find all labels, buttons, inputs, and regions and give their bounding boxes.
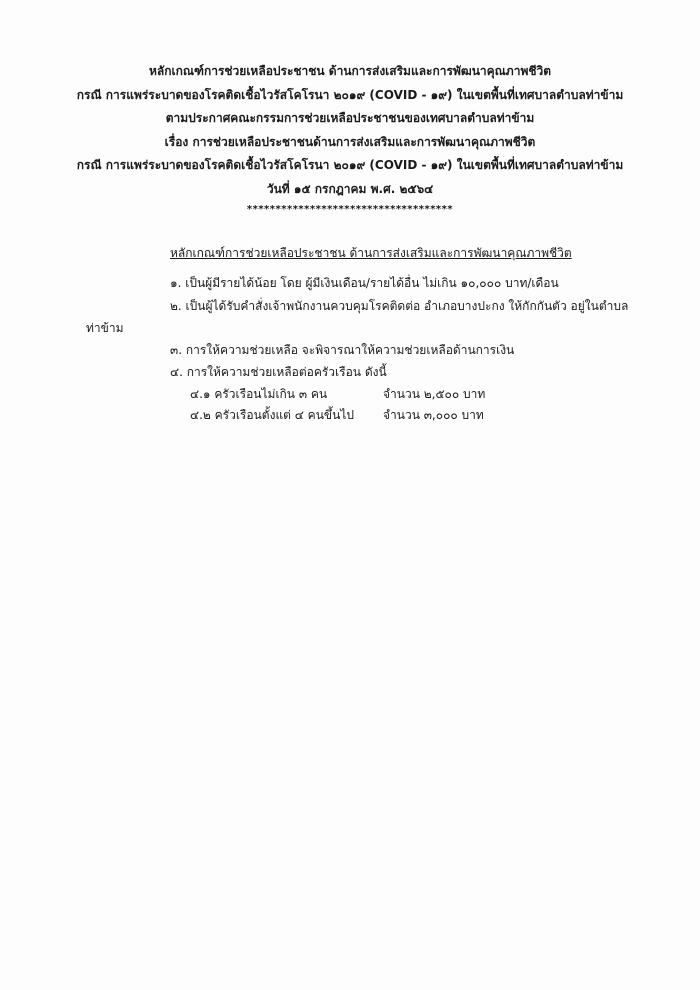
section-title: หลักเกณฑ์การช่วยเหลือประชาชน ด้านการส่งเสริมและการพัฒนาคุณภาพชีวิต xyxy=(170,246,572,260)
header-line-5: กรณี การแพร่ระบาดของโรคติดเชื้อไวรัสโคโรนา ๒๐๑๙ (COVID - ๑๙) ในเขตพื้นที่เทศบาลตำบลท่าข้าม xyxy=(76,158,624,172)
header-line-4: เรื่อง การช่วยเหลือประชาชนด้านการส่งเสริมและการพัฒนาคุณภาพชีวิต xyxy=(164,134,536,149)
household-sub-item-1-amount: จำนวน ๒,๕๐๐ บาท xyxy=(383,387,486,401)
criteria-item-1: ๑. เป็นผู้มีรายได้น้อย โดย ผู้มีเงินเดือน/รายได้อื่น ไม่เกิน ๑๐,๐๐๐ บาท/เดือน xyxy=(170,276,559,290)
header-separator: ************************************ xyxy=(246,204,454,215)
header-line-1: หลักเกณฑ์การช่วยเหลือประชาชน ด้านการส่งเสริมและการพัฒนาคุณภาพชีวิต xyxy=(148,64,552,78)
household-sub-item-2-label: ๔.๒ ครัวเรือนตั้งแต่ ๔ คนขึ้นไป xyxy=(190,408,354,422)
document-header xyxy=(0,60,700,218)
header-line-6: วันที่ ๑๕ กรกฎาคม พ.ศ. ๒๕๖๔ xyxy=(266,181,434,196)
household-sub-item-2-amount: จำนวน ๓,๐๐๐ บาท xyxy=(383,408,484,422)
header-line-2: กรณี การแพร่ระบาดของโรคติดเชื้อไวรัสโคโรนา ๒๐๑๙ (COVID - ๑๙) ในเขตพื้นที่เทศบาลตำบลท่าข้าม xyxy=(76,87,624,102)
header-line-3: ตามประกาศคณะกรรมการช่วยเหลือประชาชนของเทศบาลตำบลท่าข้าม xyxy=(165,111,535,125)
criteria-item-3: ๓. การให้ความช่วยเหลือ จะพิจารณาให้ความช่วยเหลือด้านการเงิน xyxy=(170,343,515,357)
household-sub-item-1-label: ๔.๑ ครัวเรือนไม่เกิน ๓ คน xyxy=(190,387,328,401)
criteria-item-2: ๒. เป็นผู้ได้รับคำสั่งเจ้าพนักงานควบคุมโรคติดต่อ อำเภอบางปะกง ให้กักกันตัว อยู่ในตำบล xyxy=(170,299,629,313)
criteria-item-2-continuation: ท่าข้าม xyxy=(86,321,124,335)
criteria-item-4: ๔. การให้ความช่วยเหลือต่อครัวเรือน ดังนี้ xyxy=(170,365,387,379)
